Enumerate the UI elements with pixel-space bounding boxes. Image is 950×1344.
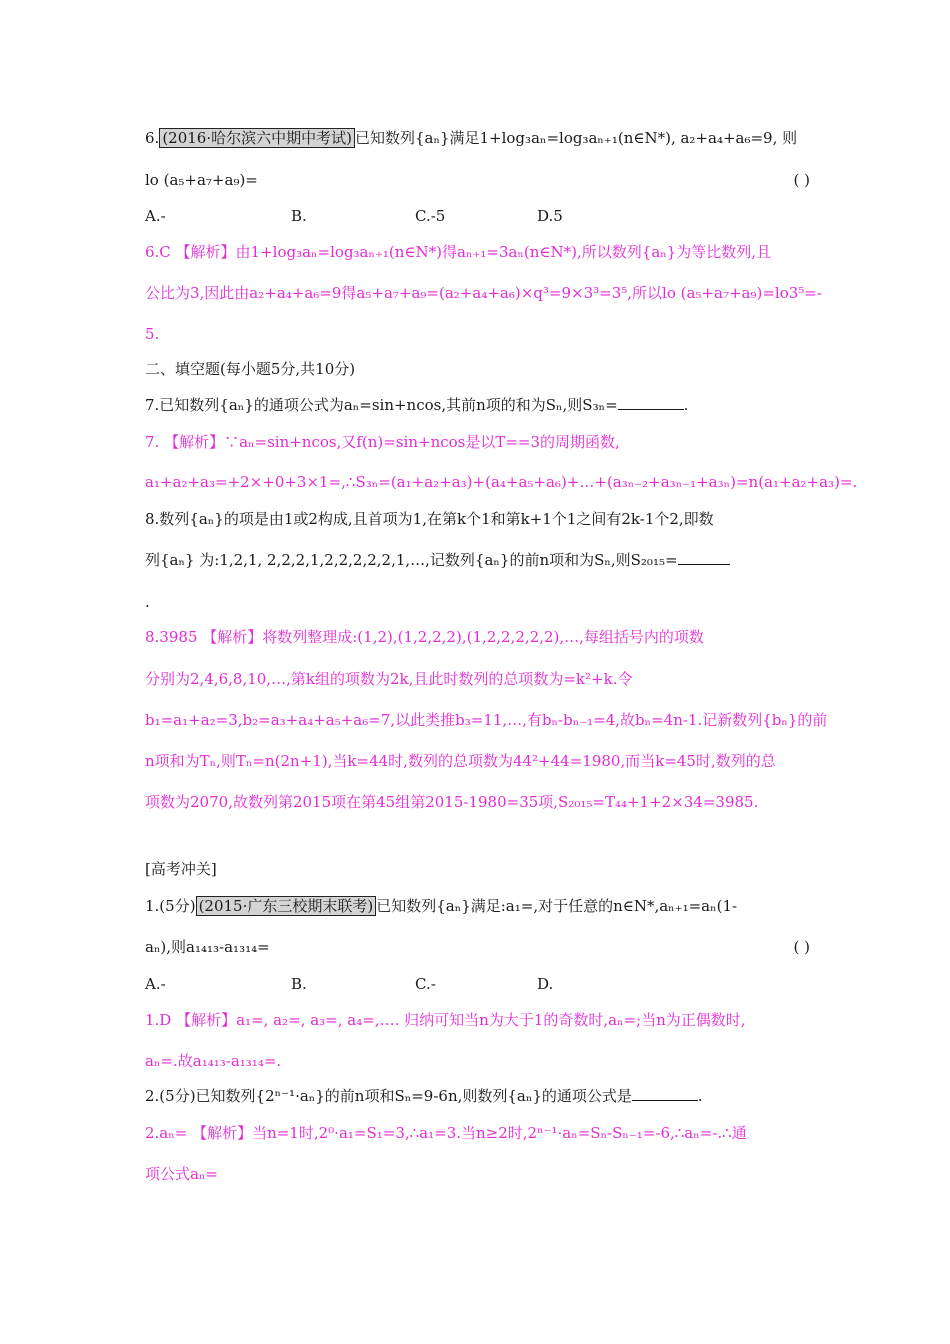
g1-source-tag: (2015·广东三校期末联考) bbox=[196, 896, 377, 916]
g1-option-d: D. bbox=[537, 975, 554, 993]
gaokao-heading: [高考冲关] bbox=[145, 860, 217, 878]
q6-option-c: C.-5 bbox=[415, 207, 446, 225]
g1-stem2: aₙ),则a₁₄₁₃-a₁₃₁₄= bbox=[145, 938, 270, 956]
g1-answer-paren: ( ) bbox=[793, 938, 810, 956]
q8-answer-blank bbox=[678, 548, 730, 565]
q6-stem-line bbox=[145, 126, 810, 150]
g1-answer-line2: aₙ=.故a₁₄₁₃-a₁₃₁₄=. bbox=[145, 1052, 282, 1070]
q8-stem-line1: 8.数列{aₙ}的项是由1或2构成,且首项为1,在第k个1和第k+1个1之间有2k-1个2,即数 bbox=[145, 510, 714, 528]
q6-option-b: B. bbox=[291, 207, 307, 225]
q8-answer-line1: 8.3985 【解析】将数列整理成:(1,2),(1,2,2,2),(1,2,2,2,2,2),…,每组括号内的项数 bbox=[145, 628, 704, 646]
q7-answer-blank bbox=[618, 393, 684, 410]
q8-answer-line5: 项数为2070,故数列第2015项在第45组第2015-1980=35项,S₂₀₁₅=T₄₄+1+2×34=3985. bbox=[145, 793, 759, 811]
g1-answer-line1: 1.D 【解析】a₁=, a₂=, a₃=, a₄=,…. 归纳可知当n为大于1的奇数时,aₙ=;当n为正偶数时, bbox=[145, 1011, 746, 1029]
q6-option-a: A.- bbox=[145, 207, 166, 225]
g1-option-a: A.- bbox=[145, 975, 166, 993]
g1-number: 1.(5分) bbox=[145, 897, 196, 915]
q6-option-d: D.5 bbox=[537, 207, 563, 225]
q6-answer-line1: 6.C 【解析】由1+log₃aₙ=log₃aₙ₊₁(n∈N*)得aₙ₊₁=3aₙ(n∈N*),所以数列{aₙ}为等比数列,且 bbox=[145, 243, 772, 261]
g2-stem-end: . bbox=[697, 1087, 703, 1105]
g2-answer-line2: 项公式aₙ= bbox=[145, 1165, 219, 1183]
q6-number: 6. bbox=[145, 129, 160, 147]
q8-answer-line2: 分别为2,4,6,8,10,…,第k组的项数为2k,且此时数列的总项数为=k²+k.令 bbox=[145, 670, 633, 688]
g1-option-b: B. bbox=[291, 975, 307, 993]
g2-stem-line bbox=[145, 1084, 810, 1108]
q8-stem2: 列{aₙ} 为:1,2,1, 2,2,2,1,2,2,2,2,2,1,…,记数列{aₙ}的前n项和为Sₙ,则S₂₀₁₅= bbox=[145, 551, 678, 569]
q6-answer-line2: 公比为3,因此由a₂+a₄+a₆=9得a₅+a₇+a₉=(a₂+a₄+a₆)×q³=9×3³=3⁵,所以lo (a₅+a₇+a₉)=lo3⁵=- bbox=[145, 284, 822, 302]
q7-answer-line2: a₁+a₂+a₃=+2×+0+3×1=,∴S₃ₙ=(a₁+a₂+a₃)+(a₄+a₅+a₆)+…+(a₃ₙ₋₂+a₃ₙ₋₁+a₃ₙ)=n(a₁+a₂+a₃)=. bbox=[145, 473, 858, 491]
q7-answer-line1: 7. 【解析】∵aₙ=sin+ncos,又f(n)=sin+ncos是以T==3的周期函数, bbox=[145, 433, 620, 451]
q8-stem-line3: . bbox=[145, 593, 150, 611]
q6-answer-paren: ( ) bbox=[793, 171, 810, 189]
q6-answer-line3: 5. bbox=[145, 325, 160, 343]
q7-stem-end: . bbox=[683, 396, 689, 414]
q6-stem: 已知数列{aₙ}满足1+log₃aₙ=log₃aₙ₊₁(n∈N*), a₂+a₄+a₆=9, 则 bbox=[354, 129, 798, 147]
q6-stem2: lo (a₅+a₇+a₉)= bbox=[145, 171, 258, 189]
q8-answer-line3: b₁=a₁+a₂=3,b₂=a₃+a₄+a₅+a₆=7,以此类推b₃=11,…,有bₙ-bₙ₋₁=4,故bₙ=4n-1.记新数列{bₙ}的前 bbox=[145, 711, 828, 729]
g1-stem: 已知数列{aₙ}满足:a₁=,对于任意的n∈N*,aₙ₊₁=aₙ(1- bbox=[376, 897, 738, 915]
q6-source-tag: (2016·哈尔滨六中期中考试) bbox=[159, 128, 355, 148]
q6-stem-line2 bbox=[145, 168, 810, 192]
q7-stem-line bbox=[145, 393, 810, 417]
g1-stem-line bbox=[145, 894, 810, 918]
g2-answer-blank bbox=[632, 1084, 698, 1101]
g1-stem-line2 bbox=[145, 935, 810, 959]
q8-stem-line2 bbox=[145, 548, 810, 572]
section-heading-fill-in: 二、填空题(每小题5分,共10分) bbox=[145, 360, 356, 378]
q7-stem: 7.已知数列{aₙ}的通项公式为aₙ=sin+ncos,其前n项的和为Sₙ,则S₃ₙ= bbox=[145, 396, 618, 414]
g1-option-c: C.- bbox=[415, 975, 436, 993]
g2-answer-line1: 2.aₙ= 【解析】当n=1时,2⁰·a₁=S₁=3,∴a₁=3.当n≥2时,2ⁿ⁻¹·aₙ=Sₙ-Sₙ₋₁=-6,∴aₙ=-.∴通 bbox=[145, 1124, 747, 1142]
g2-stem: 2.(5分)已知数列{2ⁿ⁻¹·aₙ}的前n项和Sₙ=9-6n,则数列{aₙ}的通项公式是 bbox=[145, 1087, 632, 1105]
q8-answer-line4: n项和为Tₙ,则Tₙ=n(2n+1),当k=44时,数列的总项数为44²+44=1980,而当k=45时,数列的总 bbox=[145, 752, 776, 770]
